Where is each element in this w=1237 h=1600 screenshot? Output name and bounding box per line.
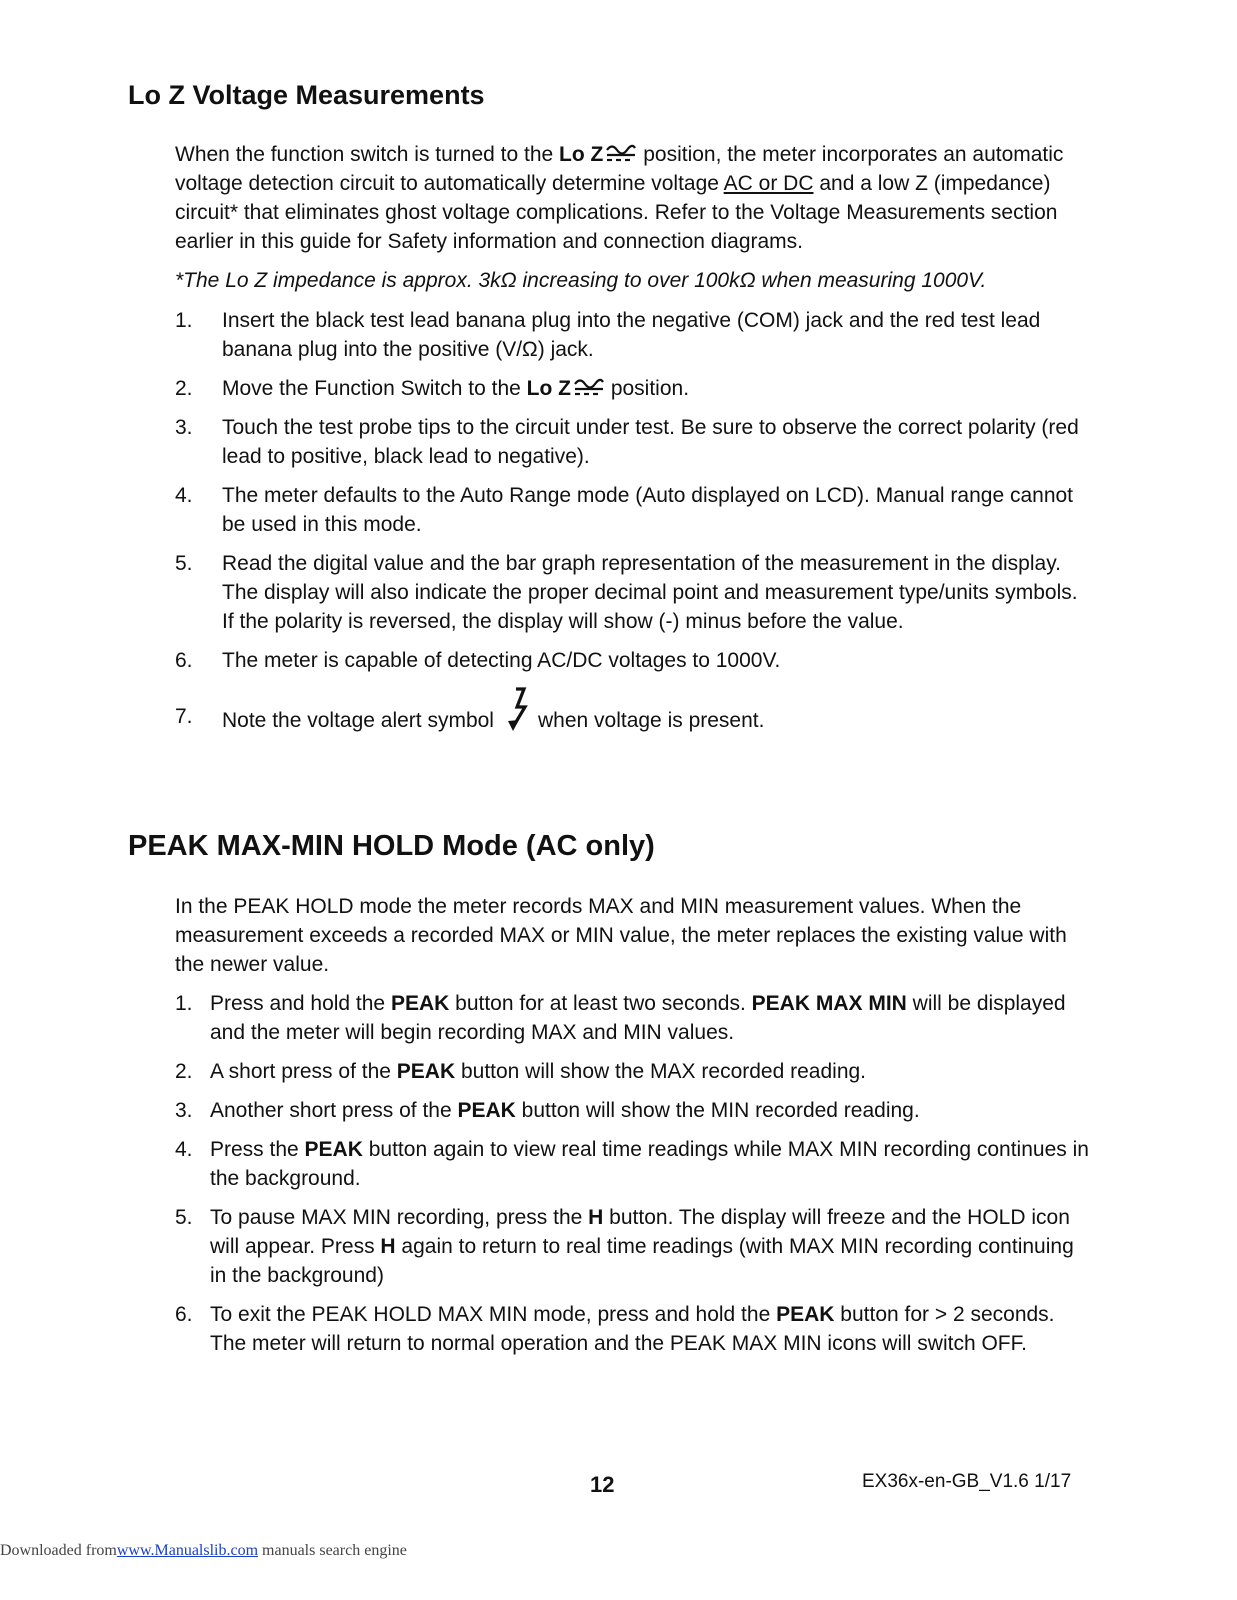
step-text [175, 1300, 1090, 1358]
step-text-pre: Note the voltage alert symbol [222, 709, 494, 732]
step-text [175, 1096, 1090, 1125]
page-number: 12 [590, 1472, 615, 1497]
step-text-a: To pause MAX MIN recording, press the [210, 1206, 589, 1229]
list-item [175, 1096, 1090, 1125]
step-bold-b: H [588, 1206, 604, 1229]
step-number: 2. [175, 377, 193, 400]
step-number: 2. [175, 1060, 193, 1083]
step-bold-b: PEAK [776, 1303, 835, 1326]
step-text-a: To exit the PEAK HOLD MAX MIN mode, press and hold the [210, 1303, 777, 1326]
lo-z-intro [175, 140, 1085, 256]
list-item [175, 989, 1090, 1047]
section-title-lo-z: Lo Z Voltage Measurements [128, 80, 485, 110]
peak-intro: In the PEAK HOLD mode the meter records MAX and MIN measurement values. When the measurement exceeds a recorded MAX or MIN value, the meter replaces the existing value with the newer value. [175, 895, 1067, 976]
step-bold-b: PEAK [457, 1099, 516, 1122]
list-item [175, 687, 1090, 735]
step-text [175, 1057, 1090, 1086]
list-item [175, 413, 1090, 471]
step-bold-d: PEAK MAX MIN [751, 992, 907, 1015]
step-lo-z-bold: Lo Z [526, 377, 571, 400]
step-text: Read the digital value and the bar graph representation of the measurement in the display. The display will also indicate the proper decimal point and measurement type/units symbols. If the polarity is reversed, the display will show (-) minus before the value. [222, 552, 1078, 633]
step-bold-b: PEAK [390, 992, 450, 1015]
step-text-c: button for > 2 seconds. The meter will return to normal operation and the PEAK MAX MIN icons will switch OFF. [210, 1303, 1055, 1355]
step-text: Insert the black test lead banana plug into the negative (COM) jack and the red test lead banana plug into the positive (V/Ω) jack. [222, 309, 1041, 361]
footer-suffix: manuals search engine [258, 1542, 407, 1559]
peak-steps [175, 989, 1090, 1368]
step-number: 4. [175, 484, 193, 507]
step-number: 3. [175, 416, 193, 439]
step-number: 4. [175, 1138, 193, 1161]
step-bold-b: PEAK [304, 1138, 363, 1161]
step-text-c: button for at least two seconds. [449, 992, 752, 1015]
list-item [175, 1300, 1090, 1358]
step-text-c: button. The display will freeze and the HOLD icon will appear. Press [210, 1206, 1070, 1258]
step-text-pre: Move the Function Switch to the [222, 377, 527, 400]
list-item [175, 1057, 1090, 1086]
step-text-a: A short press of the [210, 1060, 397, 1083]
intro-text-3: and a low Z (impedance) circuit* that eliminates ghost voltage complications. Refer to the Voltage Measurements section earlier in this guide for Safety information and connection diagrams. [175, 172, 1058, 253]
footer-prefix: Downloaded from [0, 1542, 117, 1559]
step-number: 6. [175, 1303, 193, 1326]
step-text [175, 989, 1090, 1047]
step-number: 7. [175, 705, 193, 728]
section-title-peak: PEAK MAX-MIN HOLD Mode (AC only) [128, 830, 655, 862]
list-item [175, 481, 1090, 539]
ac-dc-wave-icon [571, 376, 605, 398]
step-text-a: Press and hold the [210, 992, 391, 1015]
step-text [175, 374, 1090, 403]
list-item [175, 374, 1090, 403]
intro-lo-z-bold: Lo Z [559, 143, 604, 166]
intro-text-1: When the function switch is turned to the [175, 143, 560, 166]
list-item [175, 549, 1090, 636]
step-text: The meter defaults to the Auto Range mode (Auto displayed on LCD). Manual range cannot be used in this mode. [222, 484, 1074, 536]
step-text: Touch the test probe tips to the circuit under test. Be sure to observe the correct polarity (red lead to positive, black lead to negative). [222, 416, 1079, 468]
step-bold-b: PEAK [396, 1060, 456, 1083]
step-text: The meter is capable of detecting AC/DC voltages to 1000V. [222, 649, 781, 672]
manualslib-link[interactable]: www.Manualslib.com [116, 1542, 259, 1559]
step-number: 5. [175, 1206, 193, 1229]
lightning-bolt-icon [502, 687, 532, 735]
step-text-e: will be displayed and the meter will begin recording MAX and MIN values. [210, 992, 1066, 1044]
step-text-a: Press the [210, 1138, 305, 1161]
step-text-c: button will show the MAX recorded reading. [455, 1060, 867, 1083]
step-number: 5. [175, 552, 193, 575]
step-bold-d: H [380, 1235, 396, 1258]
impedance-note: *The Lo Z impedance is approx. 3kΩ increasing to over 100kΩ when measuring 1000V. [175, 269, 987, 292]
intro-text-2: position, the meter incorporates an automatic voltage detection circuit to automatically determine voltage [175, 143, 1064, 195]
lo-z-steps [175, 306, 1090, 745]
step-text [175, 687, 1090, 735]
step-number: 1. [175, 309, 193, 332]
step-text-c: button again to view real time readings while MAX MIN recording continues in the background. [210, 1138, 1089, 1190]
ac-dc-wave-icon [603, 142, 637, 164]
step-text-post: position. [604, 377, 690, 400]
step-number: 1. [175, 992, 193, 1015]
step-text [175, 1135, 1090, 1193]
step-text-c: button will show the MIN recorded reading. [515, 1099, 920, 1122]
step-number: 6. [175, 649, 193, 672]
list-item [175, 1203, 1090, 1290]
intro-ac-dc-underlined: AC or DC [723, 172, 814, 195]
download-footer [0, 1542, 407, 1560]
step-text-a: Another short press of the [210, 1099, 458, 1122]
list-item [175, 1135, 1090, 1193]
step-text-post: when voltage is present. [537, 709, 765, 732]
list-item [175, 646, 1090, 675]
step-number: 3. [175, 1099, 193, 1122]
step-text-e: again to return to real time readings (with MAX MIN recording continuing in the background) [210, 1235, 1074, 1287]
list-item [175, 306, 1090, 364]
document-id: EX36x-en-GB_V1.6 1/17 [862, 1471, 1072, 1492]
step-text [175, 1203, 1090, 1290]
